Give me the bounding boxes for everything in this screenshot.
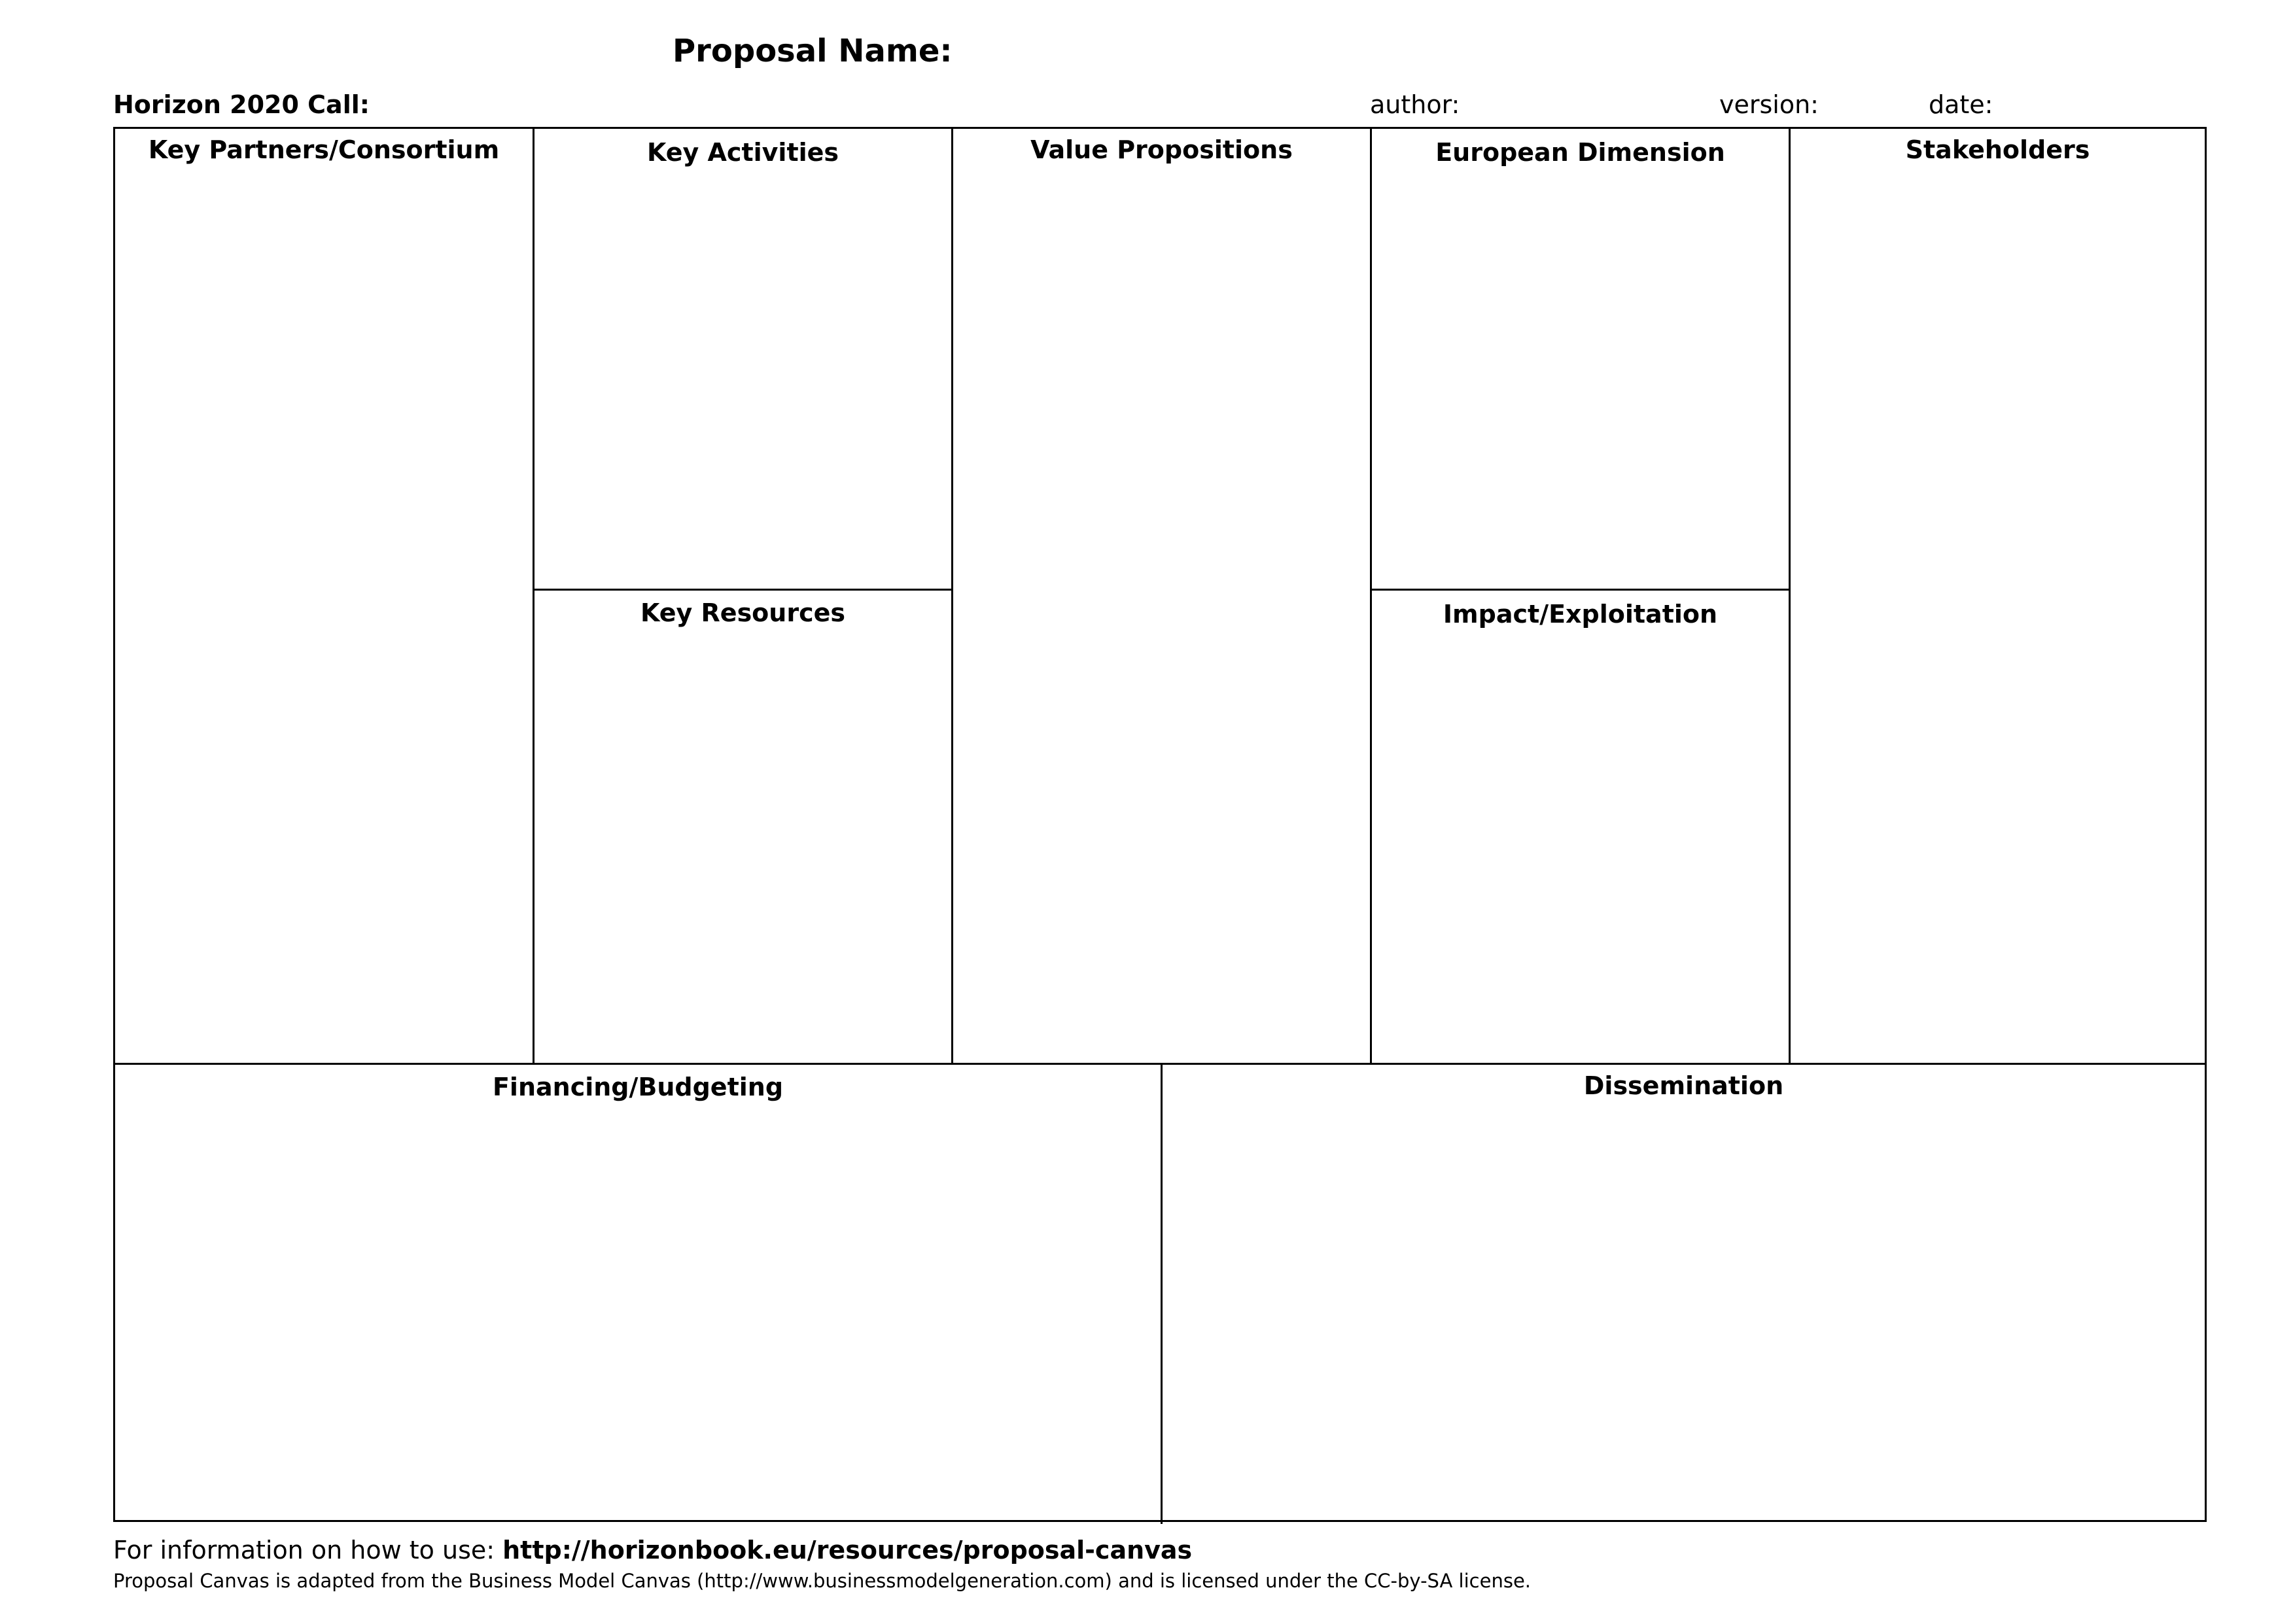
horizon-call-label: Horizon 2020 Call: xyxy=(113,90,370,119)
footer-license-text: Proposal Canvas is adapted from the Business Model Canvas (http://www.businessmodelgeneration.com) and is licensed under the CC-by-SA license. xyxy=(113,1570,1531,1592)
key-resources-box[interactable] xyxy=(534,591,951,1063)
key-resources-title: Key Resources xyxy=(640,598,846,627)
footer-info-link[interactable]: http://horizonbook.eu/resources/proposal-canvas xyxy=(502,1536,1193,1564)
author-label: author: xyxy=(1370,90,1460,119)
proposal-canvas xyxy=(113,127,2207,1522)
key-partners-box[interactable] xyxy=(115,129,533,1063)
value-propositions-title: Value Propositions xyxy=(1030,135,1293,164)
version-label: version: xyxy=(1719,90,1819,119)
dissemination-box[interactable] xyxy=(1163,1065,2205,1520)
financing-budgeting-box[interactable] xyxy=(115,1065,1161,1520)
financing-budgeting-title: Financing/Budgeting xyxy=(492,1073,784,1101)
key-partners-title: Key Partners/Consortium xyxy=(148,135,500,164)
proposal-name-label: Proposal Name: xyxy=(673,33,953,69)
date-label: date: xyxy=(1929,90,1993,119)
stakeholders-title: Stakeholders xyxy=(1905,135,2090,164)
key-activities-box[interactable] xyxy=(534,129,951,589)
footer-info xyxy=(113,1536,1192,1564)
value-propositions-box[interactable] xyxy=(953,129,1370,1063)
european-dimension-title: European Dimension xyxy=(1435,138,1725,167)
key-activities-title: Key Activities xyxy=(646,138,839,167)
stakeholders-box[interactable] xyxy=(1791,129,2205,1063)
european-dimension-box[interactable] xyxy=(1372,129,1789,589)
footer-info-prefix: For information on how to use: xyxy=(113,1536,503,1564)
dissemination-title: Dissemination xyxy=(1583,1071,1784,1100)
impact-exploitation-title: Impact/Exploitation xyxy=(1443,600,1718,629)
impact-exploitation-box[interactable] xyxy=(1372,591,1789,1063)
